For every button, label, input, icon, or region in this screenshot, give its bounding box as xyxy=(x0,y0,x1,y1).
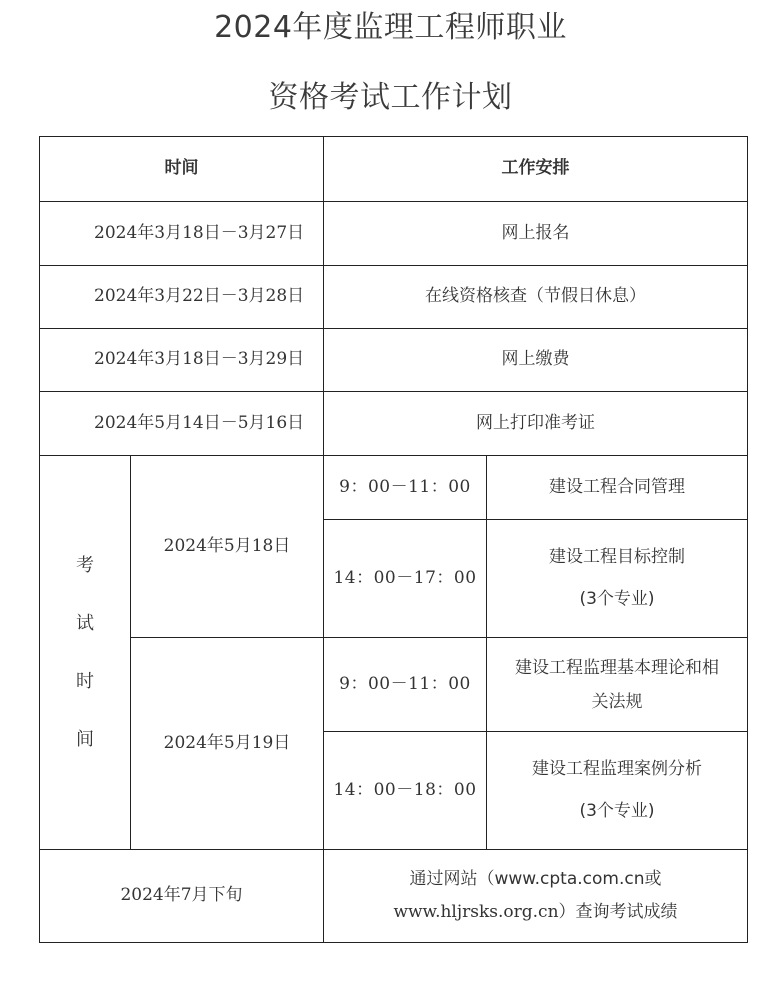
session-subject-line2: 关法规 xyxy=(591,691,643,712)
result-row xyxy=(40,850,748,943)
row-date: 2024年3月18日－3月27日 xyxy=(40,202,324,266)
row-task: 网上缴费 xyxy=(324,329,748,392)
row-date: 2024年3月22日－3月28日 xyxy=(40,266,324,329)
session-subject-line1: 建设工程监理基本理论和相 xyxy=(515,657,719,678)
exam-day-date: 2024年5月18日 xyxy=(131,456,324,638)
exam-day-date: 2024年5月19日 xyxy=(131,638,324,850)
session-time: 9：00－11：00 xyxy=(324,638,487,732)
table-row xyxy=(40,392,748,456)
exam-row xyxy=(40,456,748,520)
row-date: 2024年3月18日－3月29日 xyxy=(40,329,324,392)
page-title-line1: 2024年度监理工程师职业 xyxy=(214,10,567,45)
header-arrangement: 工作安排 xyxy=(324,137,748,202)
session-subject-cell xyxy=(487,638,748,732)
result-task-cell xyxy=(324,850,748,943)
session-subject: 建设工程目标控制 xyxy=(549,547,685,568)
schedule-table xyxy=(39,136,748,943)
session-subject-cell xyxy=(487,732,748,850)
session-subject: 建设工程监理案例分析 xyxy=(532,759,702,780)
header-time: 时间 xyxy=(40,137,324,202)
result-task-line2: www.hljrsks.org.cn）查询考试成绩 xyxy=(393,902,678,922)
row-task: 网上报名 xyxy=(324,202,748,266)
result-task-line1: 通过网站（www.cpta.com.cn或 xyxy=(409,869,662,889)
exam-label-char: 考 xyxy=(76,554,94,576)
session-time: 9：00－11：00 xyxy=(324,456,487,520)
row-task: 网上打印准考证 xyxy=(324,392,748,456)
table-row xyxy=(40,329,748,392)
row-task: 在线资格核查（节假日休息） xyxy=(324,266,748,329)
result-date: 2024年7月下旬 xyxy=(40,850,324,943)
session-note: (3个专业) xyxy=(579,588,655,609)
exam-time-label xyxy=(40,456,131,850)
row-date: 2024年5月14日－5月16日 xyxy=(40,392,324,456)
session-subject-cell xyxy=(487,520,748,638)
exam-label-char: 间 xyxy=(76,728,94,750)
exam-label-char: 试 xyxy=(76,612,94,634)
session-note: (3个专业) xyxy=(579,800,655,821)
session-subject: 建设工程合同管理 xyxy=(487,456,748,520)
session-time: 14：00－17：00 xyxy=(324,520,487,638)
exam-label-char: 时 xyxy=(76,670,94,692)
session-time: 14：00－18：00 xyxy=(324,732,487,850)
table-header-row xyxy=(40,137,748,202)
page-title-line2: 资格考试工作计划 xyxy=(268,80,513,115)
exam-row xyxy=(40,638,748,732)
table-row xyxy=(40,266,748,329)
table-row xyxy=(40,202,748,266)
